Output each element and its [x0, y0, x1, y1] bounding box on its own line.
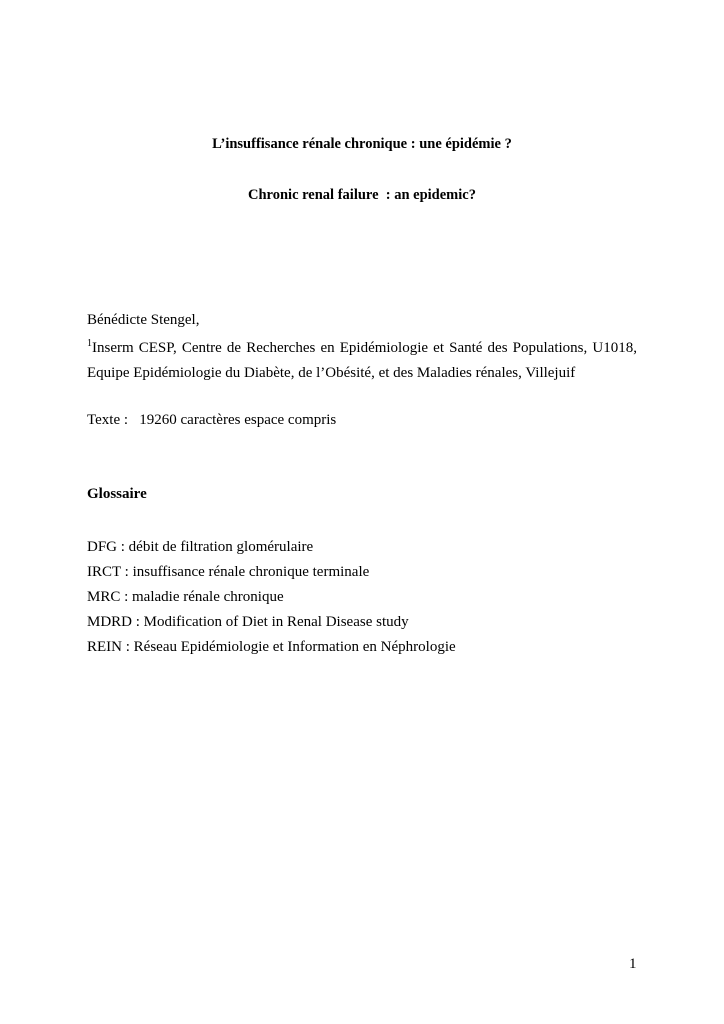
glossary-item: DFG : débit de filtration glomérulaire — [87, 539, 314, 555]
title-french: L’insuffisance rénale chronique : une épidémie ? — [212, 136, 512, 152]
affiliation-word: Inserm — [92, 340, 134, 356]
affiliation-word: et — [433, 340, 444, 356]
affiliation-first-word — [87, 336, 134, 361]
glossary-item: REIN : Réseau Epidémiologie et Information en Néphrologie — [87, 639, 456, 655]
affiliation-word: CESP, — [138, 340, 177, 356]
glossary-heading: Glossaire — [87, 486, 147, 502]
glossary-item: MDRD : Modification of Diet in Renal Disease study — [87, 614, 409, 630]
author-name: Bénédicte Stengel, — [87, 312, 200, 328]
page-number: 1 — [629, 956, 637, 972]
affiliation-word: Centre — [181, 340, 222, 356]
affiliation-word: Epidémiologie — [339, 340, 429, 356]
affiliation-word: U1018, — [592, 340, 637, 356]
affiliation-superscript: 1 — [87, 338, 92, 349]
glossary-item: IRCT : insuffisance rénale chronique terminale — [87, 564, 370, 580]
affiliation-line-1 — [87, 336, 637, 361]
glossary-list — [87, 537, 456, 662]
affiliation-word: Santé — [449, 340, 483, 356]
affiliation-word: Populations, — [512, 340, 588, 356]
affiliation-word: Recherches — [246, 340, 316, 356]
affiliation-line-2: Equipe Epidémiologie du Diabète, de l’Obésité, et des Maladies rénales, Villejuif — [87, 365, 576, 381]
affiliation-word: en — [320, 340, 335, 356]
affiliation-word: des — [487, 340, 508, 356]
glossary-item: MRC : maladie rénale chronique — [87, 589, 284, 605]
affiliation — [87, 336, 637, 386]
title-english: Chronic renal failure : an epidemic? — [248, 187, 476, 203]
affiliation-word: de — [226, 340, 242, 356]
character-count: Texte : 19260 caractères espace compris — [87, 412, 337, 428]
